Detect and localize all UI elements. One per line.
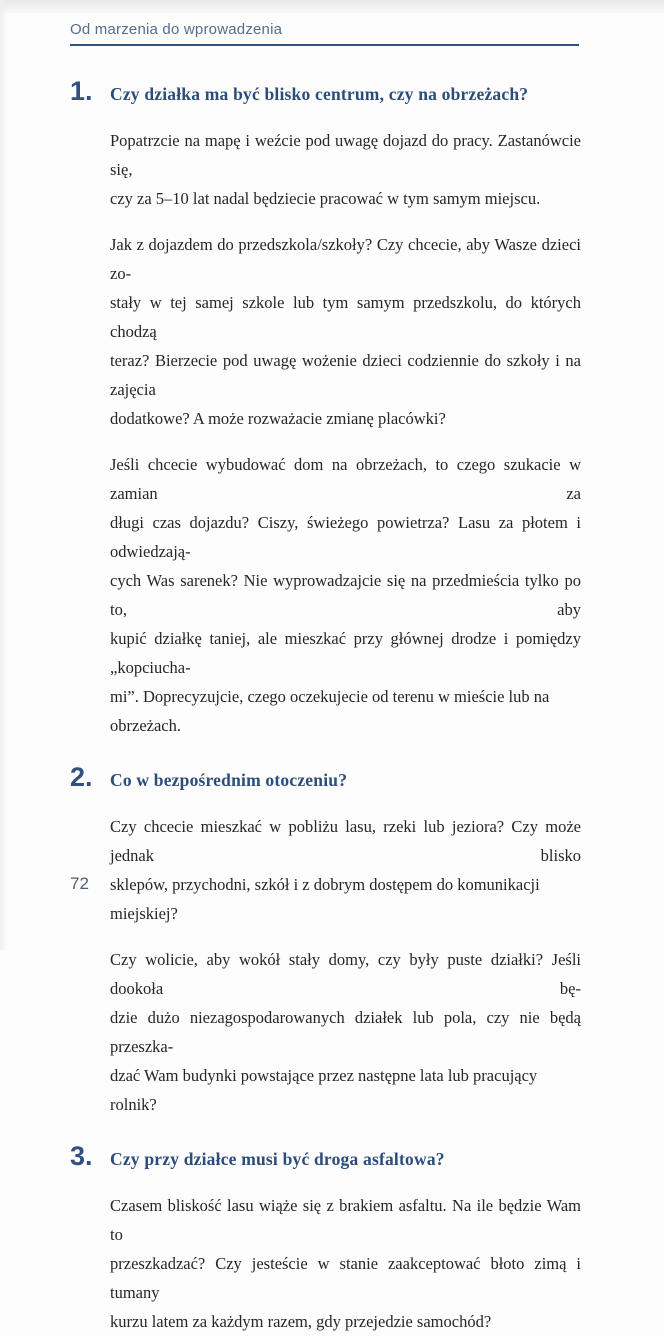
- text-line: dodatkowe? A może rozważacie zmianę placówki?: [110, 409, 446, 428]
- text-line: Czy wolicie, aby wokół stały domy, czy były puste działki? Jeśli dookoła bę-: [110, 950, 581, 998]
- question-head: [70, 764, 581, 793]
- question-head: [70, 1143, 581, 1172]
- question-head: [70, 78, 581, 107]
- text-line: Popatrzcie na mapę i weźcie pod uwagę dojazd do pracy. Zastanówcie się,: [110, 131, 581, 179]
- question-number: 2.: [70, 762, 93, 792]
- header-rule: [70, 44, 579, 46]
- question-section: [70, 764, 581, 1119]
- question-section: [70, 78, 581, 740]
- text-line: kurzu latem za każdym razem, gdy przejedzie samochód?: [110, 1312, 492, 1331]
- question-body: [110, 126, 581, 740]
- scan-edge-top: [0, 0, 664, 13]
- text-line: Czy chcecie mieszkać w pobliżu lasu, rzeki lub jeziora? Czy może jednak blisko: [110, 817, 581, 865]
- text-line: kupić działkę taniej, ale mieszkać przy głównej drodze i pomiędzy „kopciucha-: [110, 629, 581, 677]
- text-line: stały w tej samej szkole lub tym samym przedszkolu, do których chodzą: [110, 293, 581, 341]
- paragraph: [110, 1191, 581, 1336]
- text-line: czy za 5–10 lat nadal będziecie pracować w tym samym miejscu.: [110, 189, 541, 208]
- text-line: Jak z dojazdem do przedszkola/szkoły? Czy chcecie, aby Wasze dzieci zo-: [110, 235, 581, 283]
- page-number: 72: [70, 874, 89, 893]
- question-heading: Czy przy działce musi być droga asfaltowa?: [110, 1149, 445, 1169]
- question-body: [110, 812, 581, 1119]
- page-body: [70, 78, 581, 1336]
- text-line: teraz? Bierzecie pod uwagę wożenie dzieci codziennie do szkoły i na zajęcia: [110, 351, 581, 399]
- text-line: przeszkadzać? Czy jesteście w stanie zaakceptować błoto zimą i tumany: [110, 1254, 581, 1302]
- paragraph: [110, 230, 581, 433]
- paragraph: [110, 945, 581, 1119]
- question-body: [110, 1191, 581, 1336]
- text-line: długi czas dojazdu? Ciszy, świeżego powietrza? Lasu za płotem i odwiedzają-: [110, 513, 581, 561]
- question-number: 3.: [70, 1141, 93, 1171]
- question-section: [70, 1143, 581, 1336]
- question-heading: Co w bezpośrednim otoczeniu?: [110, 770, 348, 790]
- text-line: mi”. Doprecyzujcie, czego oczekujecie od terenu w mieście lub na obrzeżach.: [110, 687, 550, 735]
- running-header: Od marzenia do wprowadzenia: [70, 21, 283, 38]
- text-line: dzie dużo niezagospodarowanych działek lub pola, czy nie będą przeszka-: [110, 1008, 581, 1056]
- paragraph: [110, 450, 581, 740]
- question-number: 1.: [70, 76, 93, 106]
- text-line: cych Was sarenek? Nie wyprowadzajcie się na przedmieścia tylko po to, aby: [110, 571, 581, 619]
- scan-edge-left: [0, 0, 7, 950]
- question-heading: Czy działka ma być blisko centrum, czy na obrzeżach?: [110, 84, 529, 104]
- paragraph: [110, 126, 581, 213]
- text-line: dzać Wam budynki powstające przez następne lata lub pracujący rolnik?: [110, 1066, 538, 1114]
- paragraph: [110, 812, 581, 928]
- text-line: Czasem bliskość lasu wiąże się z brakiem asfaltu. Na ile będzie Wam to: [110, 1196, 581, 1244]
- text-line: Jeśli chcecie wybudować dom na obrzeżach, to czego szukacie w zamian za: [110, 455, 581, 503]
- text-line: sklepów, przychodni, szkół i z dobrym dostępem do komunikacji miejskiej?: [110, 875, 540, 923]
